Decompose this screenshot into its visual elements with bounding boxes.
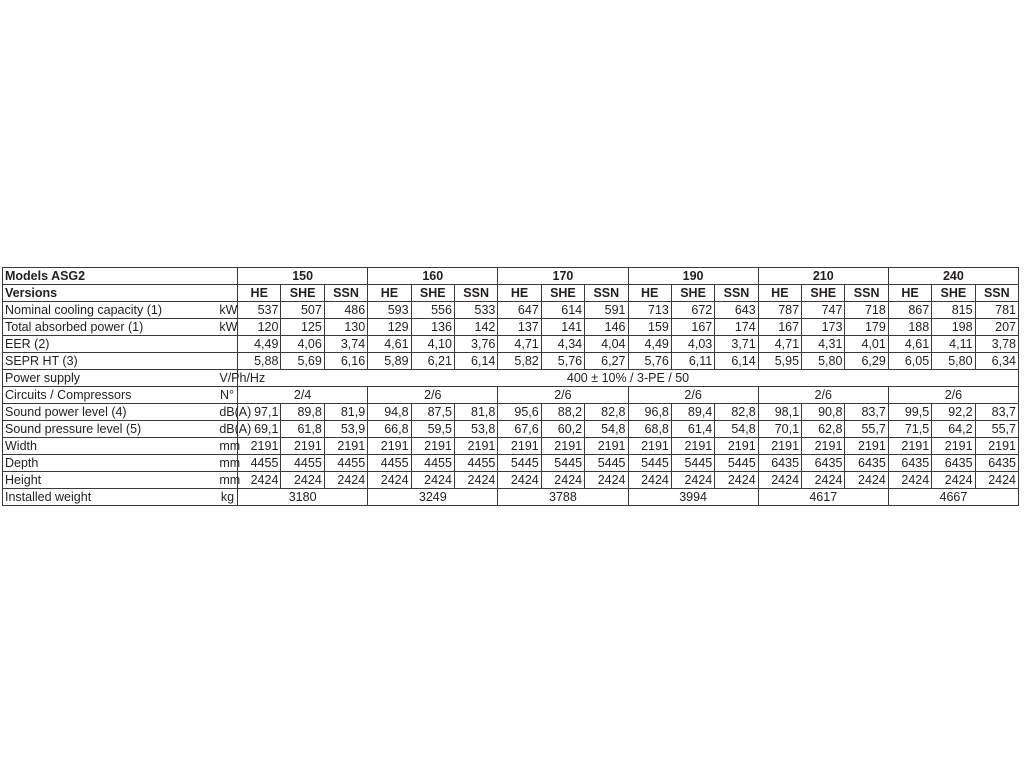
spec-table — [2, 267, 1019, 506]
row-unit: kW — [219, 319, 238, 334]
circuits-row — [3, 387, 1019, 404]
row-label: Total absorbed power (1) — [3, 319, 218, 336]
version-header: HE — [368, 285, 411, 302]
row-unit: mm — [219, 455, 241, 470]
table-cell: 179 — [845, 319, 888, 336]
table-cell: 2424 — [411, 472, 454, 489]
table-cell: 2/6 — [628, 387, 758, 404]
table-cell: 2424 — [715, 472, 758, 489]
table-cell: 3788 — [498, 489, 628, 506]
table-cell: 2424 — [454, 472, 497, 489]
table-cell: 5,89 — [368, 353, 411, 370]
table-cell: 54,8 — [585, 421, 628, 438]
version-header: HE — [628, 285, 671, 302]
table-cell: 2424 — [368, 472, 411, 489]
row-unit — [217, 336, 237, 353]
table-cell: 3,78 — [975, 336, 1018, 353]
table-cell: 120 — [238, 319, 281, 336]
version-header: SHE — [671, 285, 714, 302]
table-cell: 713 — [628, 302, 671, 319]
row-label: Depth — [3, 455, 218, 472]
table-cell: 62,8 — [802, 421, 845, 438]
table-cell: 96,8 — [628, 404, 671, 421]
table-row — [3, 438, 1019, 455]
table-cell: 6,21 — [411, 353, 454, 370]
table-cell: 2191 — [845, 438, 888, 455]
version-header: SSN — [975, 285, 1018, 302]
version-header: HE — [758, 285, 801, 302]
table-cell: 537 — [238, 302, 281, 319]
weight-row — [3, 489, 1019, 506]
table-cell: 4,10 — [411, 336, 454, 353]
table-cell: 98,1 — [758, 404, 801, 421]
version-header: HE — [238, 285, 281, 302]
table-cell: 129 — [368, 319, 411, 336]
row-unit: mm — [219, 438, 241, 453]
table-cell: 2424 — [932, 472, 975, 489]
table-cell: 2191 — [238, 438, 281, 455]
table-cell: 614 — [541, 302, 584, 319]
table-cell: 89,4 — [671, 404, 714, 421]
table-cell: 507 — [281, 302, 324, 319]
table-cell: 5,76 — [628, 353, 671, 370]
table-cell: 2424 — [671, 472, 714, 489]
table-cell: 99,5 — [888, 404, 931, 421]
table-cell: 6435 — [888, 455, 931, 472]
table-cell: 53,8 — [454, 421, 497, 438]
model-header: 170 — [498, 268, 628, 285]
table-cell: 2191 — [671, 438, 714, 455]
table-cell: 2424 — [888, 472, 931, 489]
row-label: Installed weight — [3, 489, 218, 506]
table-cell: 647 — [498, 302, 541, 319]
table-cell: 92,2 — [932, 404, 975, 421]
table-cell: 2/4 — [238, 387, 368, 404]
table-cell: 2191 — [368, 438, 411, 455]
table-row — [3, 404, 1019, 421]
table-cell: 486 — [324, 302, 367, 319]
table-cell: 53,9 — [324, 421, 367, 438]
table-cell: 2191 — [324, 438, 367, 455]
table-cell: 55,7 — [845, 421, 888, 438]
table-cell: 69,1 — [238, 421, 281, 438]
models-header-row — [3, 268, 1019, 285]
table-cell: 2424 — [758, 472, 801, 489]
table-cell: 83,7 — [845, 404, 888, 421]
row-label: Height — [3, 472, 218, 489]
table-cell: 87,5 — [411, 404, 454, 421]
table-cell: 4455 — [238, 455, 281, 472]
row-label: Nominal cooling capacity (1) — [3, 302, 218, 319]
version-header: SHE — [281, 285, 324, 302]
table-cell: 71,5 — [888, 421, 931, 438]
table-cell: 2424 — [628, 472, 671, 489]
row-label: Sound power level (4) — [3, 404, 218, 421]
table-cell: 4,61 — [888, 336, 931, 353]
version-header: SHE — [802, 285, 845, 302]
row-unit: dB(A) — [219, 421, 252, 436]
table-cell: 2/6 — [498, 387, 628, 404]
table-cell: 81,9 — [324, 404, 367, 421]
table-cell: 2191 — [758, 438, 801, 455]
version-header: SHE — [541, 285, 584, 302]
table-cell: 125 — [281, 319, 324, 336]
table-cell: 867 — [888, 302, 931, 319]
table-cell: 591 — [585, 302, 628, 319]
table-cell: 167 — [758, 319, 801, 336]
table-cell: 70,1 — [758, 421, 801, 438]
table-cell: 3,71 — [715, 336, 758, 353]
row-label: Sound pressure level (5) — [3, 421, 218, 438]
table-cell: 94,8 — [368, 404, 411, 421]
table-cell: 2191 — [715, 438, 758, 455]
row-unit — [217, 353, 237, 370]
model-header: 240 — [888, 268, 1018, 285]
table-cell: 4,61 — [368, 336, 411, 353]
table-cell: 4,31 — [802, 336, 845, 353]
table-row — [3, 302, 1019, 319]
table-cell: 207 — [975, 319, 1018, 336]
table-cell: 747 — [802, 302, 845, 319]
table-cell: 159 — [628, 319, 671, 336]
table-cell: 3,76 — [454, 336, 497, 353]
table-cell: 6435 — [932, 455, 975, 472]
model-header: 190 — [628, 268, 758, 285]
table-cell: 142 — [454, 319, 497, 336]
table-cell: 6,05 — [888, 353, 931, 370]
table-cell: 556 — [411, 302, 454, 319]
version-header: SHE — [411, 285, 454, 302]
table-cell: 4455 — [454, 455, 497, 472]
table-cell: 136 — [411, 319, 454, 336]
model-header: 150 — [238, 268, 368, 285]
table-cell: 2191 — [498, 438, 541, 455]
table-cell: 5445 — [585, 455, 628, 472]
table-cell: 4,01 — [845, 336, 888, 353]
table-row — [3, 319, 1019, 336]
table-cell: 2/6 — [888, 387, 1018, 404]
row-unit: N° — [217, 387, 237, 404]
table-cell: 4455 — [411, 455, 454, 472]
table-cell: 82,8 — [715, 404, 758, 421]
table-cell: 2424 — [324, 472, 367, 489]
table-cell: 60,2 — [541, 421, 584, 438]
table-cell: 2191 — [975, 438, 1018, 455]
table-cell: 2191 — [454, 438, 497, 455]
table-cell: 5,95 — [758, 353, 801, 370]
table-cell: 2/6 — [758, 387, 888, 404]
row-unit: kg — [217, 489, 237, 506]
table-row — [3, 455, 1019, 472]
table-cell: 5445 — [671, 455, 714, 472]
table-cell: 67,6 — [498, 421, 541, 438]
table-cell: 6,29 — [845, 353, 888, 370]
table-cell: 2191 — [802, 438, 845, 455]
version-header: HE — [888, 285, 931, 302]
row-label: Power supply — [3, 370, 218, 387]
table-cell: 5445 — [541, 455, 584, 472]
table-cell: 55,7 — [975, 421, 1018, 438]
power-supply-value: 400 ± 10% / 3-PE / 50 — [238, 370, 1019, 387]
table-cell: 2191 — [932, 438, 975, 455]
row-label: EER (2) — [3, 336, 218, 353]
table-cell: 4,34 — [541, 336, 584, 353]
table-cell: 5,80 — [802, 353, 845, 370]
version-header: SSN — [845, 285, 888, 302]
table-cell: 59,5 — [411, 421, 454, 438]
table-cell: 593 — [368, 302, 411, 319]
table-cell: 4617 — [758, 489, 888, 506]
table-cell: 6435 — [975, 455, 1018, 472]
table-cell: 6,14 — [454, 353, 497, 370]
table-cell: 137 — [498, 319, 541, 336]
table-cell: 95,6 — [498, 404, 541, 421]
table-cell: 643 — [715, 302, 758, 319]
table-cell: 2424 — [238, 472, 281, 489]
table-cell: 2424 — [541, 472, 584, 489]
row-unit: mm — [219, 472, 241, 487]
table-cell: 6,34 — [975, 353, 1018, 370]
table-cell: 81,8 — [454, 404, 497, 421]
row-unit: V/Ph/Hz — [219, 370, 266, 385]
table-cell: 3994 — [628, 489, 758, 506]
table-row — [3, 336, 1019, 353]
table-cell: 4,06 — [281, 336, 324, 353]
table-cell: 68,8 — [628, 421, 671, 438]
table-cell: 4,49 — [238, 336, 281, 353]
table-cell: 4667 — [888, 489, 1018, 506]
table-row — [3, 421, 1019, 438]
version-header: SHE — [932, 285, 975, 302]
table-cell: 88,2 — [541, 404, 584, 421]
table-cell: 4,11 — [932, 336, 975, 353]
table-cell: 89,8 — [281, 404, 324, 421]
table-cell: 4455 — [324, 455, 367, 472]
table-cell: 5,82 — [498, 353, 541, 370]
version-header: SSN — [324, 285, 367, 302]
table-cell: 83,7 — [975, 404, 1018, 421]
table-cell: 6435 — [802, 455, 845, 472]
version-header: SSN — [454, 285, 497, 302]
table-cell: 533 — [454, 302, 497, 319]
table-cell: 5445 — [628, 455, 671, 472]
table-cell: 718 — [845, 302, 888, 319]
table-cell: 4,04 — [585, 336, 628, 353]
table-cell: 2191 — [411, 438, 454, 455]
row-label: SEPR HT (3) — [3, 353, 218, 370]
table-cell: 6,16 — [324, 353, 367, 370]
table-cell: 4,49 — [628, 336, 671, 353]
table-cell: 61,4 — [671, 421, 714, 438]
table-cell: 4455 — [368, 455, 411, 472]
table-cell: 2424 — [845, 472, 888, 489]
table-cell: 2424 — [585, 472, 628, 489]
table-cell: 173 — [802, 319, 845, 336]
table-cell: 5,88 — [238, 353, 281, 370]
table-cell: 2191 — [585, 438, 628, 455]
table-cell: 167 — [671, 319, 714, 336]
table-cell: 5445 — [498, 455, 541, 472]
table-cell: 61,8 — [281, 421, 324, 438]
table-cell: 64,2 — [932, 421, 975, 438]
table-cell: 54,8 — [715, 421, 758, 438]
versions-header-row — [3, 285, 1019, 302]
table-row — [3, 472, 1019, 489]
row-unit: kW — [219, 302, 238, 317]
table-cell: 90,8 — [802, 404, 845, 421]
table-cell: 66,8 — [368, 421, 411, 438]
table-cell: 2191 — [888, 438, 931, 455]
table-cell: 672 — [671, 302, 714, 319]
table-cell: 130 — [324, 319, 367, 336]
version-header: SSN — [585, 285, 628, 302]
table-cell: 2/6 — [368, 387, 498, 404]
table-cell: 6,11 — [671, 353, 714, 370]
table-cell: 4,71 — [758, 336, 801, 353]
row-label: Width — [3, 438, 218, 455]
table-cell: 188 — [888, 319, 931, 336]
table-cell: 4,03 — [671, 336, 714, 353]
table-cell: 2424 — [802, 472, 845, 489]
table-cell: 5,69 — [281, 353, 324, 370]
table-cell: 5,80 — [932, 353, 975, 370]
table-cell: 781 — [975, 302, 1018, 319]
table-cell: 3249 — [368, 489, 498, 506]
version-header: HE — [498, 285, 541, 302]
table-cell: 2191 — [628, 438, 671, 455]
table-cell: 6,27 — [585, 353, 628, 370]
table-cell: 5,76 — [541, 353, 584, 370]
table-cell: 82,8 — [585, 404, 628, 421]
table-cell: 3,74 — [324, 336, 367, 353]
table-cell: 2191 — [541, 438, 584, 455]
table-cell: 174 — [715, 319, 758, 336]
table-cell: 4455 — [281, 455, 324, 472]
table-cell: 2424 — [975, 472, 1018, 489]
row-label: Circuits / Compressors — [3, 387, 218, 404]
table-cell: 97,1 — [238, 404, 281, 421]
model-header: 160 — [368, 268, 498, 285]
version-header: SSN — [715, 285, 758, 302]
table-cell: 141 — [541, 319, 584, 336]
table-cell: 2191 — [281, 438, 324, 455]
table-cell: 2424 — [498, 472, 541, 489]
models-label: Models ASG2 — [3, 268, 238, 285]
table-cell: 146 — [585, 319, 628, 336]
table-cell: 5445 — [715, 455, 758, 472]
row-unit: dB(A) — [219, 404, 252, 419]
table-cell: 2424 — [281, 472, 324, 489]
table-cell: 815 — [932, 302, 975, 319]
table-cell: 6,14 — [715, 353, 758, 370]
versions-label: Versions — [3, 285, 238, 302]
table-cell: 6435 — [845, 455, 888, 472]
table-cell: 198 — [932, 319, 975, 336]
model-header: 210 — [758, 268, 888, 285]
table-cell: 3180 — [238, 489, 368, 506]
table-cell: 4,71 — [498, 336, 541, 353]
power-supply-row — [3, 370, 1019, 387]
table-cell: 6435 — [758, 455, 801, 472]
table-cell: 787 — [758, 302, 801, 319]
table-row — [3, 353, 1019, 370]
